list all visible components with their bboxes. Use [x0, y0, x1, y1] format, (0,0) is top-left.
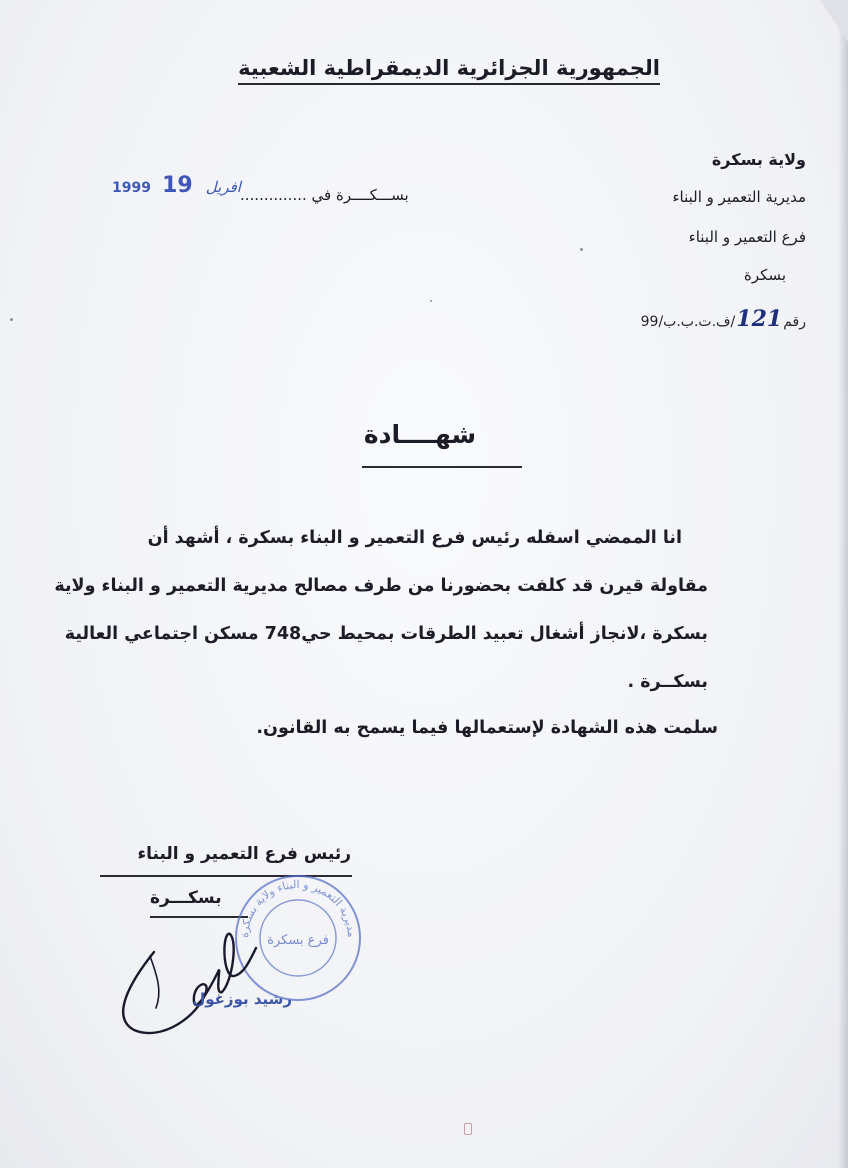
document-title: شهــــادة — [363, 420, 477, 449]
date-stamp — [112, 173, 241, 198]
header-directorate: مديرية التعمير و البناء — [672, 188, 806, 206]
signatory-city: بسكـــرة — [150, 888, 222, 908]
signature-stroke — [123, 934, 256, 1033]
reference-number — [641, 306, 806, 332]
date-stamp-year: 1999 — [112, 180, 151, 196]
seal-center-text: فرع بسكرة — [267, 933, 329, 948]
date-stamp-month: افريل — [205, 178, 241, 196]
reference-handwritten-number: 121 — [736, 306, 783, 332]
header-wilaya: ولاية بسكرة — [711, 150, 806, 169]
title-underline — [362, 466, 522, 468]
closing-sentence: سلمت هذه الشهادة لإستعمالها فيما يسمح به القانون. — [256, 718, 718, 738]
signatory-name: رشيد بوزغول — [192, 990, 292, 1008]
reference-label: رقم — [783, 314, 806, 330]
body-line-2: مقاولة قيرن قد كلفت بحضورنا من طرف مصالح مديرية التعمير و البناء ولاية — [54, 576, 708, 596]
header-branch: فرع التعمير و البناء — [688, 228, 806, 246]
body-line-1: انا الممضي اسفله رئيس فرع التعمير و البناء بسكرة ، أشهد أن — [147, 528, 682, 548]
certificate-body — [54, 514, 708, 706]
scan-speck — [430, 300, 432, 302]
signature-tail-stroke — [150, 956, 159, 1008]
body-line-3: بسكرة ،لانجاز أشغال تعبيد الطرقات بمحيط حي748 مسكن اجتماعي العالية — [64, 624, 708, 644]
signatory-title: رئيس فرع التعمير و البناء — [137, 844, 351, 864]
republic-heading: الجمهورية الجزائرية الديمقراطية الشعبية — [238, 56, 660, 85]
paper-edge-shadow — [838, 0, 848, 1168]
reference-suffix: /ف.ت.ب.ب/99 — [640, 314, 736, 330]
folded-corner — [820, 0, 848, 42]
scan-speck — [10, 318, 13, 321]
scan-mark — [464, 1123, 472, 1135]
place-date-label: بســـكــــرة في .............. — [240, 186, 409, 204]
seal-ring-text: مديرية التعمير و البناء ولاية بسكرة — [237, 877, 359, 939]
body-line-4: بسكــرة . — [627, 672, 708, 692]
date-stamp-day: 19 — [162, 173, 193, 198]
scan-speck — [580, 248, 583, 251]
header-city: بسكرة — [744, 266, 786, 284]
handwritten-signature — [110, 912, 270, 1052]
